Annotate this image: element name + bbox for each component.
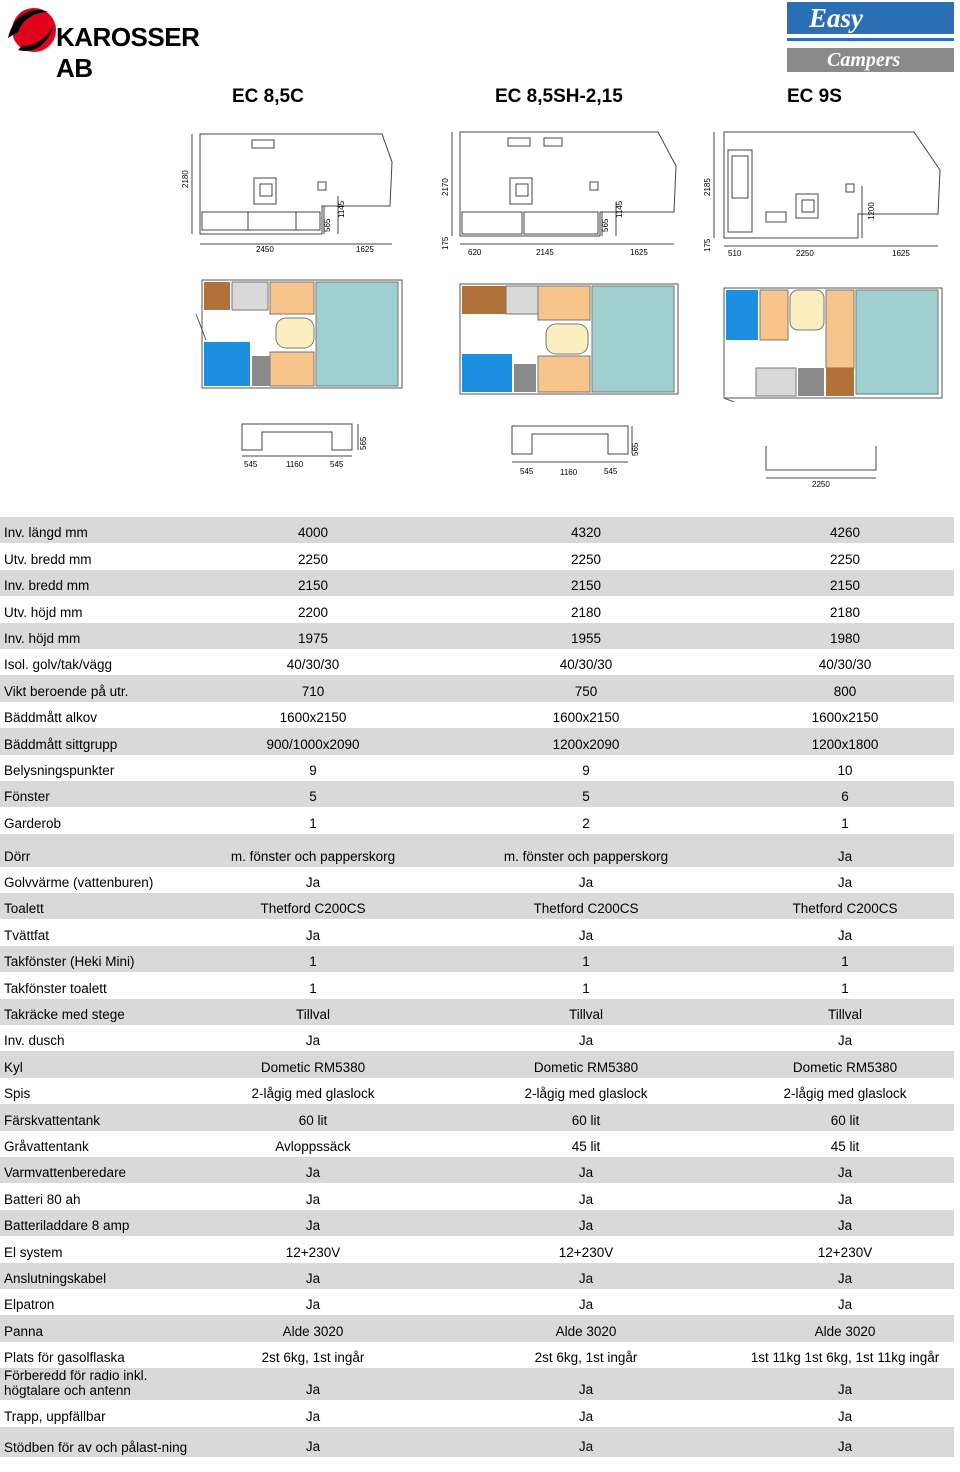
dim-565: 565 xyxy=(631,442,640,456)
spec-value-model-3: Ja xyxy=(736,1427,954,1457)
floor-plan-2 xyxy=(458,282,680,396)
spec-label: Färskvattentank xyxy=(0,1104,190,1130)
spec-value-model-3: 6 xyxy=(736,781,954,807)
spec-value-model-1: 2150 xyxy=(190,570,436,596)
spec-value-model-3: Ja xyxy=(837,1297,853,1313)
campers-wordmark: Campers xyxy=(787,48,954,72)
spec-value-model-1: Ja xyxy=(190,1427,436,1457)
dim-1145: 1145 xyxy=(615,200,624,218)
spec-label: Takfönster toalett xyxy=(4,980,107,996)
spec-row xyxy=(0,999,954,1025)
spec-value-model-1: Tillval xyxy=(190,999,436,1025)
dim-length: 2450 xyxy=(256,245,274,254)
spec-row xyxy=(0,1400,954,1426)
spec-row xyxy=(0,517,954,543)
spec-row xyxy=(0,755,954,781)
spec-value-model-3: Dometic RM5380 xyxy=(736,1051,954,1077)
spec-value-model-1: Ja xyxy=(305,927,321,943)
spec-label: Förberedd för radio inkl. högtalare och antenn xyxy=(0,1368,190,1400)
dim-length: 2145 xyxy=(536,248,554,257)
rear-view-drawing-1 xyxy=(236,420,376,474)
spec-label: Inv. bredd mm xyxy=(0,570,190,596)
spec-value-model-3: Tillval xyxy=(736,999,954,1025)
spec-row xyxy=(0,1104,954,1130)
spec-value-model-2: Dometic RM5380 xyxy=(436,1051,736,1077)
spec-value-model-1: m. fönster och papperskorg xyxy=(190,834,436,867)
spec-row xyxy=(0,1342,954,1368)
spec-value-model-2: 2st 6kg, 1st ingår xyxy=(534,1350,638,1366)
spec-value-model-2: 2250 xyxy=(570,551,602,567)
spec-value-model-1: 1 xyxy=(309,980,317,996)
spec-label: Golvvärme (vattenburen) xyxy=(4,875,154,891)
spec-label: Utv. bredd mm xyxy=(4,551,92,567)
spec-row xyxy=(0,867,954,893)
spec-value-model-2: 1 xyxy=(436,946,736,972)
spec-value-model-1: Ja xyxy=(305,1033,321,1049)
spec-value-model-3: 2250 xyxy=(829,551,861,567)
spec-row xyxy=(0,1131,954,1157)
spec-value-model-3: 1200x1800 xyxy=(736,728,954,754)
spec-row xyxy=(0,596,954,622)
spec-value-model-3: Ja xyxy=(837,1408,853,1424)
spec-label: Stödben för av och pålast-ning xyxy=(0,1427,190,1457)
spec-value-model-1: Dometic RM5380 xyxy=(190,1051,436,1077)
dim-height: 2180 xyxy=(181,170,190,188)
spec-value-model-3: 800 xyxy=(736,675,954,701)
logo-divider xyxy=(787,38,954,41)
dim-545-right: 545 xyxy=(604,467,618,476)
spec-label: Bäddmått alkov xyxy=(4,710,98,726)
spec-row xyxy=(0,1051,954,1077)
spec-value-model-2: 12+230V xyxy=(558,1244,614,1260)
dim-height: 2185 xyxy=(703,178,712,196)
spec-value-model-2: 1955 xyxy=(436,623,736,649)
spec-label: Tvättfat xyxy=(4,927,50,943)
spec-value-model-3: 1st 11kg 1st 6kg, 1st 11kg ingår xyxy=(750,1350,940,1366)
spec-value-model-3: 12+230V xyxy=(817,1244,873,1260)
dim-565: 565 xyxy=(359,436,368,450)
spec-value-model-3: Ja xyxy=(837,927,853,943)
spec-value-model-2: 40/30/30 xyxy=(559,657,613,673)
spec-value-model-2: 2150 xyxy=(436,570,736,596)
spec-value-model-3: 40/30/30 xyxy=(818,657,872,673)
spec-value-model-2: Ja xyxy=(578,1033,594,1049)
dim-175: 175 xyxy=(441,236,450,250)
easy-wordmark: Easy xyxy=(787,2,954,34)
spec-row xyxy=(0,1078,954,1104)
spec-value-model-1: Ja xyxy=(305,1297,321,1313)
spec-label: Anslutningskabel xyxy=(0,1263,190,1289)
spec-label: Batteriladdare 8 amp xyxy=(0,1210,190,1236)
spec-row xyxy=(0,972,954,998)
model-title-2: EC 8,5SH-2,15 xyxy=(495,86,623,107)
floor-plan-1 xyxy=(196,278,408,390)
dim-175: 175 xyxy=(703,238,712,252)
karosser-logo xyxy=(4,2,219,83)
spec-label: Isol. golv/tak/vägg xyxy=(4,657,113,673)
spec-row xyxy=(0,570,954,596)
spec-value-model-3: Ja xyxy=(837,1191,853,1207)
easy-campers-logo xyxy=(787,2,954,70)
spec-value-model-3: Ja xyxy=(837,875,853,891)
spec-value-model-3: 10 xyxy=(837,762,853,778)
spec-label: Gråvattentank xyxy=(4,1138,89,1154)
spec-value-model-1: Ja xyxy=(190,1157,436,1183)
spec-value-model-2: Ja xyxy=(436,1210,736,1236)
spec-label: Inv. höjd mm xyxy=(0,623,190,649)
spec-value-model-1: 1975 xyxy=(190,623,436,649)
spec-label: Utv. höjd mm xyxy=(4,604,83,620)
spec-label: Garderob xyxy=(4,815,62,831)
spec-label: Belysningspunkter xyxy=(4,762,115,778)
spec-row xyxy=(0,919,954,945)
spec-value-model-2: 2 xyxy=(582,815,590,831)
spec-value-model-2: 9 xyxy=(582,762,590,778)
spec-value-model-1: Ja xyxy=(190,1210,436,1236)
dim-620: 620 xyxy=(468,248,482,257)
spec-value-model-1: Avloppssäck xyxy=(275,1138,351,1154)
spec-row xyxy=(0,807,954,833)
spec-table-body xyxy=(0,517,954,1457)
spec-value-model-3: 2150 xyxy=(736,570,954,596)
spec-value-model-2: 4320 xyxy=(436,517,736,543)
spec-label: Takfönster (Heki Mini) xyxy=(0,946,190,972)
spec-value-model-3: 1 xyxy=(841,815,849,831)
spec-label: Spis xyxy=(4,1086,31,1102)
dim-565: 565 xyxy=(323,218,332,232)
dim-545-right: 545 xyxy=(330,460,344,469)
floor-plan-3 xyxy=(720,286,946,402)
dim-1145: 1145 xyxy=(337,200,346,218)
spec-label: Fönster xyxy=(0,781,190,807)
spec-row xyxy=(0,623,954,649)
spec-row xyxy=(0,1236,954,1262)
spec-value-model-2: Alde 3020 xyxy=(436,1315,736,1341)
spec-value-model-1: 1 xyxy=(309,815,317,831)
spec-value-model-1: 12+230V xyxy=(285,1244,341,1260)
spec-value-model-3: Ja xyxy=(736,1210,954,1236)
spec-label: Plats för gasolflaska xyxy=(4,1350,125,1366)
dim-565: 565 xyxy=(601,218,610,232)
spec-value-model-2: Ja xyxy=(578,927,594,943)
spec-value-model-1: 2st 6kg, 1st ingår xyxy=(261,1350,365,1366)
spec-value-model-2: 750 xyxy=(436,675,736,701)
spec-value-model-2: Thetford C200CS xyxy=(436,893,736,919)
dim-overhang: 1625 xyxy=(892,249,910,258)
spec-value-model-1: 900/1000x2090 xyxy=(190,728,436,754)
spec-label: Toalett xyxy=(0,893,190,919)
spec-value-model-1: Thetford C200CS xyxy=(190,893,436,919)
spec-value-model-2: Ja xyxy=(436,1427,736,1457)
spec-value-model-2: 45 lit xyxy=(571,1138,601,1154)
dim-overhang: 1625 xyxy=(630,248,648,257)
spec-row xyxy=(0,781,954,807)
spec-value-model-2: Ja xyxy=(436,1368,736,1400)
spec-value-model-2: 2-lågig med glaslock xyxy=(524,1086,648,1102)
spec-value-model-1: Ja xyxy=(190,1368,436,1400)
spec-value-model-3: 60 lit xyxy=(736,1104,954,1130)
spec-value-model-3: 2-lågig med glaslock xyxy=(783,1086,907,1102)
rear-view-drawing-2 xyxy=(508,420,644,480)
spec-value-model-1: Ja xyxy=(305,1191,321,1207)
dim-510: 510 xyxy=(728,249,742,258)
rear-view-drawing-3 xyxy=(760,440,882,492)
spec-value-model-2: 5 xyxy=(436,781,736,807)
spec-value-model-2: 60 lit xyxy=(436,1104,736,1130)
karosser-s-icon xyxy=(4,2,58,54)
spec-value-model-2: Ja xyxy=(436,1157,736,1183)
spec-value-model-1: 5 xyxy=(190,781,436,807)
spec-value-model-3: 1 xyxy=(841,980,849,996)
spec-value-model-3: 4260 xyxy=(736,517,954,543)
spec-value-model-1: 1 xyxy=(190,946,436,972)
spec-value-model-3: Ja xyxy=(736,1368,954,1400)
spec-value-model-1: 2200 xyxy=(297,604,329,620)
side-view-drawing-3 xyxy=(700,126,944,260)
spec-value-model-2: 1 xyxy=(582,980,590,996)
spec-row xyxy=(0,1315,954,1341)
spec-value-model-1: 9 xyxy=(309,762,317,778)
spec-value-model-3: Thetford C200CS xyxy=(736,893,954,919)
spec-table xyxy=(0,517,954,1457)
spec-label: Varmvattenberedare xyxy=(0,1157,190,1183)
spec-value-model-2: Ja xyxy=(578,1191,594,1207)
spec-row xyxy=(0,1210,954,1236)
spec-label: Batteri 80 ah xyxy=(4,1191,81,1207)
spec-label: Kyl xyxy=(0,1051,190,1077)
spec-row xyxy=(0,728,954,754)
dim-overhang: 1625 xyxy=(356,245,374,254)
spec-row xyxy=(0,1263,954,1289)
spec-label: Inv. längd mm xyxy=(0,517,190,543)
spec-value-model-1: 2250 xyxy=(297,551,329,567)
spec-label: Panna xyxy=(0,1315,190,1341)
spec-value-model-3: 45 lit xyxy=(830,1138,860,1154)
spec-label: Takräcke med stege xyxy=(0,999,190,1025)
side-view-drawing-2 xyxy=(440,126,680,260)
spec-row xyxy=(0,702,954,728)
spec-label: Elpatron xyxy=(4,1297,55,1313)
spec-row xyxy=(0,649,954,675)
spec-value-model-2: Ja xyxy=(578,1408,594,1424)
spec-row xyxy=(0,1157,954,1183)
spec-value-model-3: Ja xyxy=(736,1263,954,1289)
spec-value-model-1: 710 xyxy=(190,675,436,701)
spec-value-model-3: Ja xyxy=(736,1157,954,1183)
dim-1160: 1160 xyxy=(286,460,304,469)
spec-value-model-1: 2-lågig med glaslock xyxy=(251,1086,375,1102)
dim-1160: 1160 xyxy=(560,468,578,477)
spec-label: Trapp, uppfällbar xyxy=(4,1408,106,1424)
karosser-wordmark: KAROSSER AB xyxy=(56,22,200,83)
spec-value-model-3: 2180 xyxy=(829,604,861,620)
model-title-3: EC 9S xyxy=(787,86,842,107)
dim-2250: 2250 xyxy=(812,480,830,489)
dim-545-left: 545 xyxy=(244,460,258,469)
spec-value-model-2: Ja xyxy=(578,1297,594,1313)
spec-value-model-1: Ja xyxy=(190,1263,436,1289)
spec-row xyxy=(0,946,954,972)
spec-value-model-3: 1980 xyxy=(736,623,954,649)
spec-label: Dörr xyxy=(0,834,190,867)
spec-row xyxy=(0,1427,954,1457)
spec-row xyxy=(0,1183,954,1209)
spec-value-model-3: 1600x2150 xyxy=(811,710,879,726)
spec-value-model-3: 1 xyxy=(736,946,954,972)
spec-value-model-2: Tillval xyxy=(436,999,736,1025)
spec-row xyxy=(0,834,954,867)
spec-value-model-1: 4000 xyxy=(190,517,436,543)
spec-value-model-1: 60 lit xyxy=(190,1104,436,1130)
spec-value-model-2: 2180 xyxy=(570,604,602,620)
spec-value-model-2: 1600x2150 xyxy=(552,710,620,726)
spec-value-model-2: Ja xyxy=(436,1263,736,1289)
dim-1200: 1200 xyxy=(867,202,876,220)
dim-height: 2170 xyxy=(441,178,450,196)
spec-label: Inv. dusch xyxy=(4,1033,65,1049)
spec-value-model-1: 40/30/30 xyxy=(286,657,340,673)
model-title-1: EC 8,5C xyxy=(232,86,304,107)
spec-row xyxy=(0,543,954,569)
spec-value-model-1: Alde 3020 xyxy=(190,1315,436,1341)
spec-value-model-3: Alde 3020 xyxy=(736,1315,954,1341)
spec-value-model-3: Ja xyxy=(736,834,954,867)
spec-label: El system xyxy=(4,1244,63,1260)
spec-row xyxy=(0,675,954,701)
side-view-drawing-1 xyxy=(178,126,408,260)
dim-length: 2250 xyxy=(796,249,814,258)
spec-label: Vikt beroende på utr. xyxy=(0,675,190,701)
spec-row xyxy=(0,1368,954,1400)
spec-label: Bäddmått sittgrupp xyxy=(0,728,190,754)
spec-value-model-1: 1600x2150 xyxy=(279,710,347,726)
spec-row xyxy=(0,1289,954,1315)
spec-value-model-2: m. fönster och papperskorg xyxy=(436,834,736,867)
spec-value-model-2: 1200x2090 xyxy=(436,728,736,754)
spec-row xyxy=(0,1025,954,1051)
dim-545-left: 545 xyxy=(520,467,534,476)
spec-row xyxy=(0,893,954,919)
spec-value-model-3: Ja xyxy=(837,1033,853,1049)
spec-value-model-2: Ja xyxy=(578,875,594,891)
spec-value-model-1: Ja xyxy=(305,875,321,891)
spec-value-model-1: Ja xyxy=(305,1408,321,1424)
